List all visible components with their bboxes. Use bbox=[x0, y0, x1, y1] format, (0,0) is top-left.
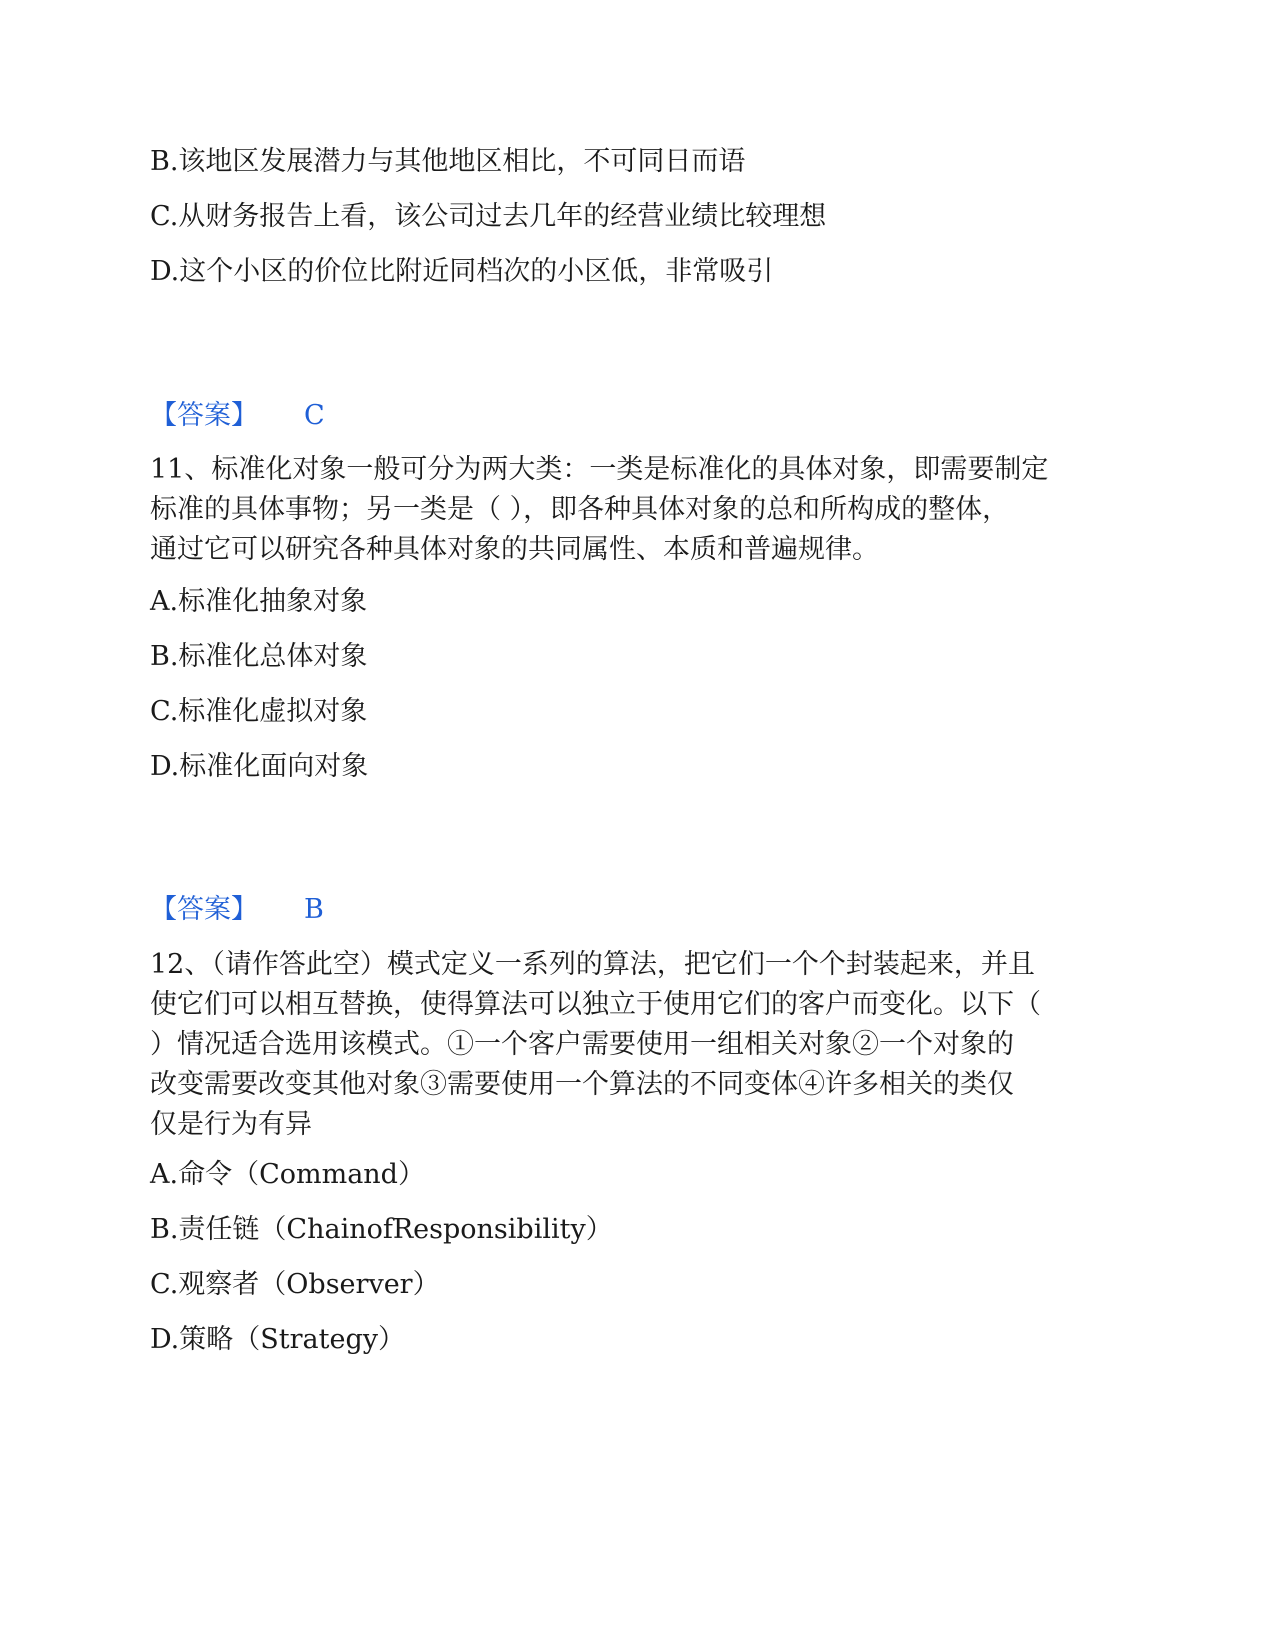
q11-option-a: A.标准化抽象对象 bbox=[150, 586, 368, 617]
q12-stem-line: 12、（请作答此空）模式定义一系列的算法，把它们一个个封装起来，并且 bbox=[150, 949, 1035, 980]
q11-option-c: C.标准化虚拟对象 bbox=[150, 696, 368, 727]
q12-stem-line: 仅是行为有异 bbox=[150, 1109, 312, 1140]
q11-stem-line: 通过它可以研究各种具体对象的共同属性、本质和普遍规律。 bbox=[150, 534, 879, 565]
answer-label: 【答案】 bbox=[150, 400, 258, 431]
q10-option-c: C.从财务报告上看，该公司过去几年的经营业绩比较理想 bbox=[150, 201, 827, 232]
q11-option-b: B.标准化总体对象 bbox=[150, 641, 368, 672]
q12-stem-line: 使它们可以相互替换，使得算法可以独立于使用它们的客户而变化。以下（ bbox=[150, 989, 1041, 1020]
q12-stem-line: ）情况适合选用该模式。①一个客户需要使用一组相关对象②一个对象的 bbox=[150, 1029, 1014, 1060]
q12-option-b: B.责任链（ChainofResponsibility） bbox=[150, 1214, 613, 1245]
q10-answer bbox=[150, 402, 325, 429]
answer-value: C bbox=[304, 400, 325, 431]
q10-option-b: B.该地区发展潜力与其他地区相比，不可同日而语 bbox=[150, 146, 746, 177]
q11-stem-line: 标准的具体事物；另一类是（ ），即各种具体对象的总和所构成的整体， bbox=[150, 494, 1010, 525]
q12-stem-line: 改变需要改变其他对象③需要使用一个算法的不同变体④许多相关的类仅 bbox=[150, 1069, 1014, 1100]
answer-value: B bbox=[304, 894, 324, 925]
q11-stem bbox=[150, 450, 1115, 570]
q12-option-d: D.策略（Strategy） bbox=[150, 1324, 405, 1355]
q12-option-c: C.观察者（Observer） bbox=[150, 1269, 440, 1300]
q12-stem bbox=[150, 945, 1115, 1145]
q12-option-a: A.命令（Command） bbox=[150, 1159, 425, 1190]
q11-stem-line: 11、标准化对象一般可分为两大类：一类是标准化的具体对象，即需要制定 bbox=[150, 454, 1049, 485]
q11-answer bbox=[150, 896, 324, 923]
answer-label: 【答案】 bbox=[150, 894, 258, 925]
q10-option-d: D.这个小区的价位比附近同档次的小区低，非常吸引 bbox=[150, 256, 774, 287]
q11-option-d: D.标准化面向对象 bbox=[150, 751, 369, 782]
